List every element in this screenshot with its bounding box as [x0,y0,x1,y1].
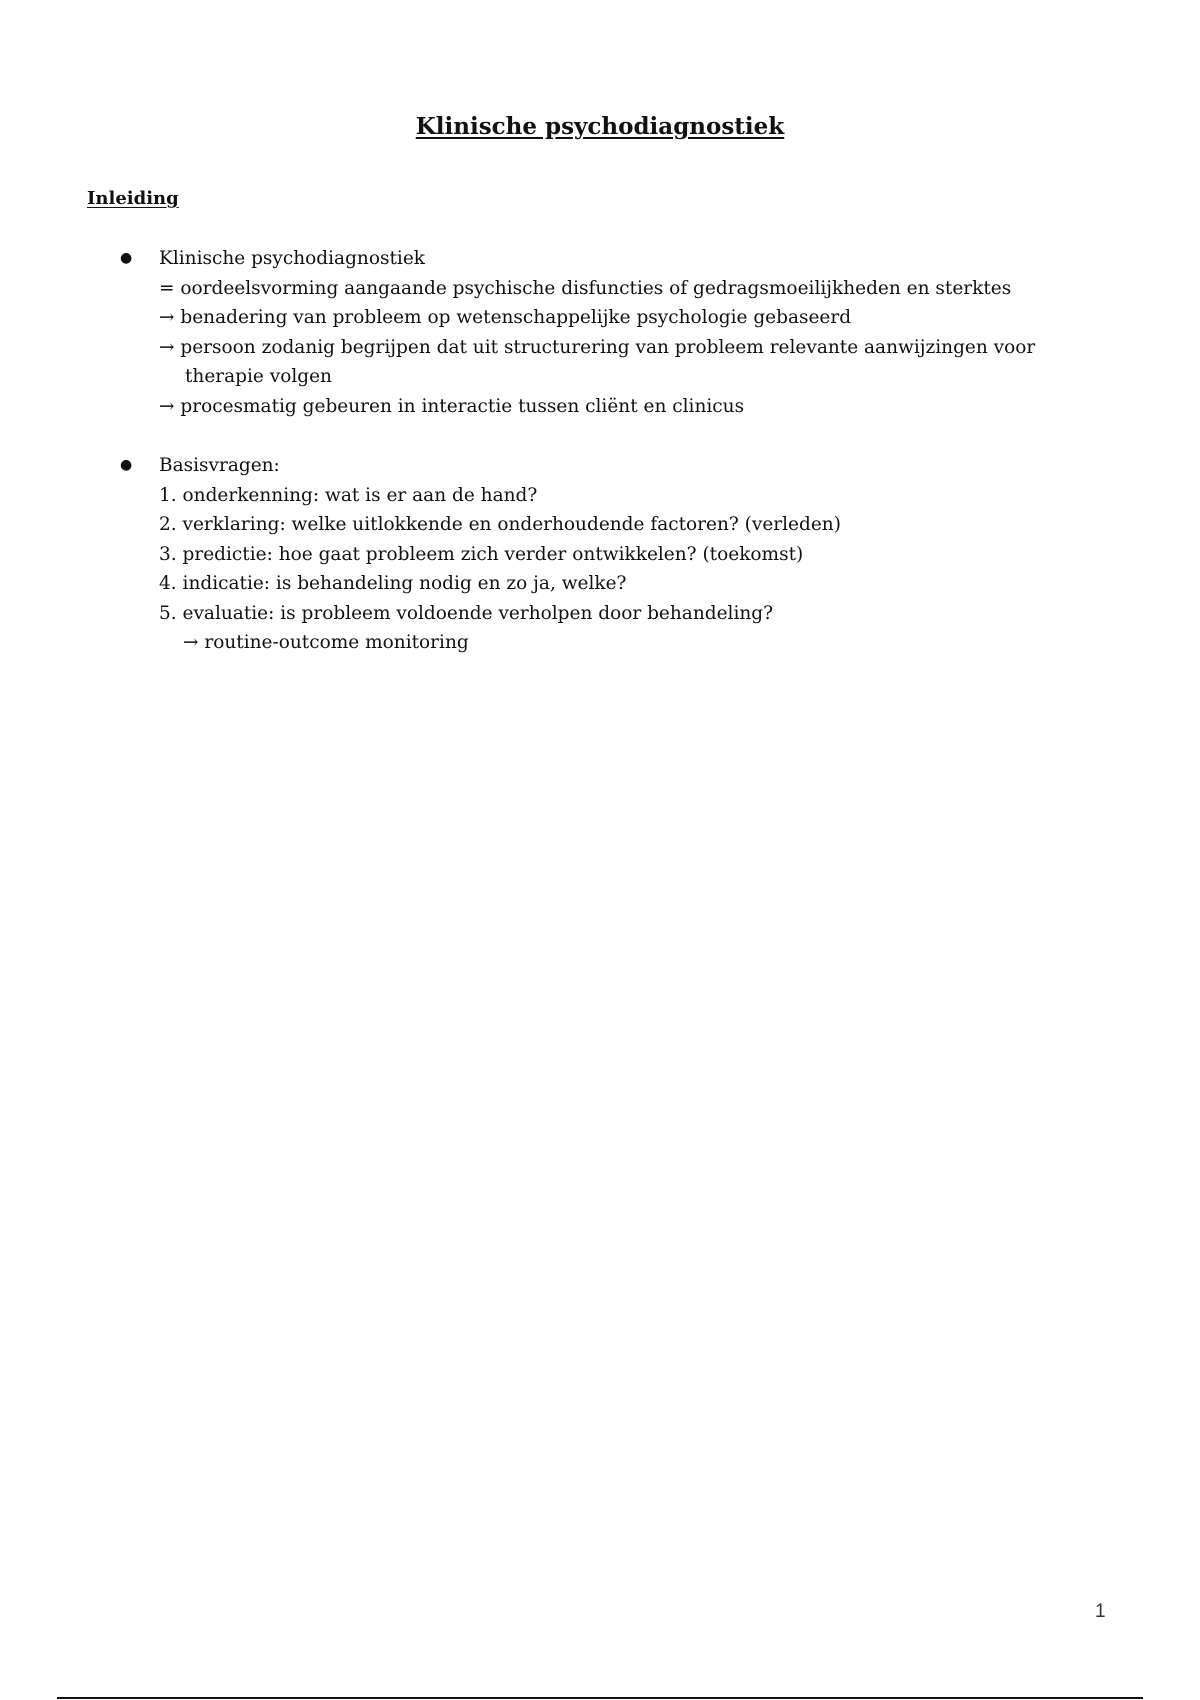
numbered-line: 3. predictie: hoe gaat probleem zich verder ontwikkelen? (toekomst) [159,543,804,565]
bullet-item [120,244,1099,421]
bullet-line-continuation: therapie volgen [185,366,332,387]
bullet-body [159,244,1099,421]
bullet-body [159,451,1099,658]
bullet-line: → persoon zodanig begrijpen dat uit structurering van probleem relevante aanwijzingen voor [159,336,1036,358]
bullet-item [120,451,1099,658]
numbered-line: 5. evaluatie: is probleem voldoende verholpen door behandeling? [159,602,774,624]
bullet-dot-icon: ● [120,457,133,473]
numbered-line: 4. indicatie: is behandeling nodig en zo ja, welke? [159,573,627,594]
bullet-line: → procesmatig gebeuren in interactie tussen cliënt en clinicus [159,395,745,417]
page-number: 1 [1095,1601,1106,1622]
numbered-line: 2. verklaring: welke uitlokkende en onderhoudende factoren? (verleden) [159,514,841,535]
bullet-line: = oordeelsvorming aangaande psychische disfuncties of gedragsmoeilijkheden en sterktes [159,277,1012,299]
bullet-lead: Klinische psychodiagnostiek [159,248,425,269]
numbered-line: 1. onderkenning: wat is er aan de hand? [159,484,538,506]
page-title: Klinische psychodiagnostiek [415,113,785,140]
sub-line: → routine-outcome monitoring [183,632,469,653]
bullet-line: → benadering van probleem op wetenschappelijke psychologie gebaseerd [159,307,852,328]
bullet-dot-icon: ● [120,250,133,266]
section-heading: Inleiding [87,188,179,209]
bullet-lead: Basisvragen: [159,455,280,476]
footer-divider [57,1697,1143,1699]
